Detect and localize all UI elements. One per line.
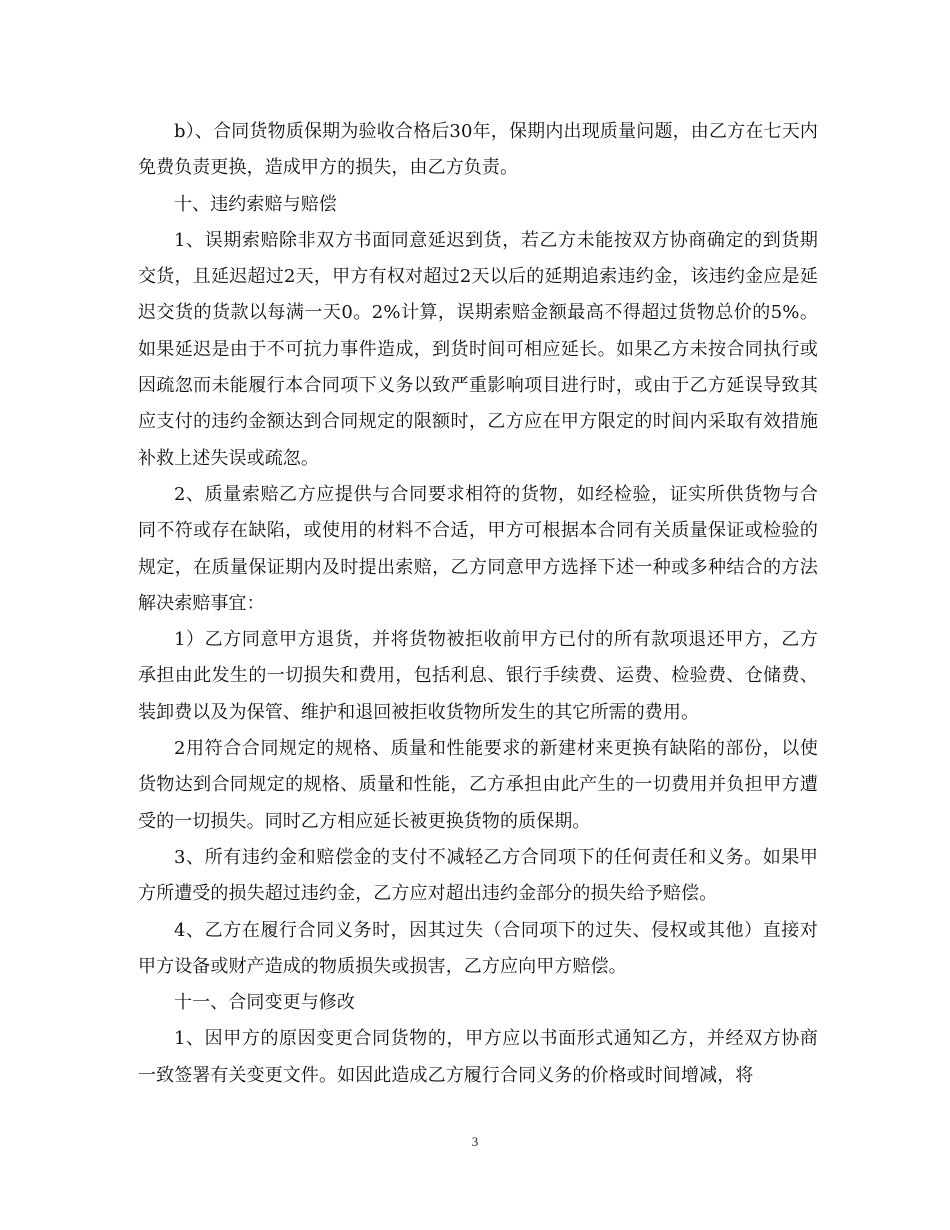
section-heading-breach: 十、违约索赔与赔偿 [174,193,337,215]
document-body [138,114,818,1094]
section-heading-amendment: 十一、合同变更与修改 [174,992,355,1014]
paragraph-warranty: b）、合同货物质保期为验收合格后30年，保期内出现质量问题，由乙方在七天内免费负责更换，造成甲方的损失，由乙方负责。 [138,121,818,179]
paragraph-penalty-payment: 3、所有违约金和赔偿金的支付不减轻乙方合同项下的任何责任和义务。如果甲方所遭受的损失超过违约金，乙方应对超出违约金部分的损失给予赔偿。 [138,846,818,905]
paragraph-change-goods: 1、因甲方的原因变更合同货物的，甲方应以书面形式通知乙方，并经双方协商一致签署有关变更文件。如因此造成乙方履行合同义务的价格或时间增减，将 [138,1028,818,1086]
paragraph-property-damage: 4、乙方在履行合同义务时，因其过失（合同项下的过失、侵权或其他）直接对甲方设备或财产造成的物质损失或损害，乙方应向甲方赔偿。 [138,919,818,977]
paragraph-quality-claim: 2、质量索赔乙方应提供与合同要求相符的货物，如经检验，证实所供货物与合同不符或存在缺陷，或使用的材料不合适，甲方可根据本合同有关质量保证或检验的规定，在质量保证期内及时提出索赔，乙方同意甲方选择下述一种或多种结合的方法解决索赔事宜： [138,483,818,614]
paragraph-delay-claim: 1、误期索赔除非双方书面同意延迟到货，若乙方未能按双方协商确定的到货期交货，且延迟超过2天，甲方有权对超过2天以后的延期追索违约金，该违约金应是延迟交货的货款以每满一天0。2%计算，误期索赔金额最高不得超过货物总价的5%。如果延迟是由于不可抗力事件造成，到货时间可相应延长。如果乙方未按合同执行或因疏忽而未能履行本合同项下义务以致严重影响项目进行时，或由于乙方延误导致其应支付的违约金额达到合同规定的限额时，乙方应在甲方限定的时间内采取有效措施补救上述失误或疏忽。 [138,229,818,469]
paragraph-return-goods: 1）乙方同意甲方退货，并将货物被拒收前甲方已付的所有款项退还甲方，乙方承担由此发生的一切损失和费用，包括利息、银行手续费、运费、检验费、仓储费、装卸费以及为保管、维护和退回被拒收货物所发生的其它所需的费用。 [138,629,818,723]
paragraph-replace-defects: 2用符合合同规定的规格、质量和性能要求的新建材来更换有缺陷的部份，以使货物达到合同规定的规格、质量和性能，乙方承担由此产生的一切费用并负担甲方遭受的一切损失。同时乙方相应延长被更换货物的质保期。 [138,738,818,832]
page-number: 3 [471,1134,479,1149]
